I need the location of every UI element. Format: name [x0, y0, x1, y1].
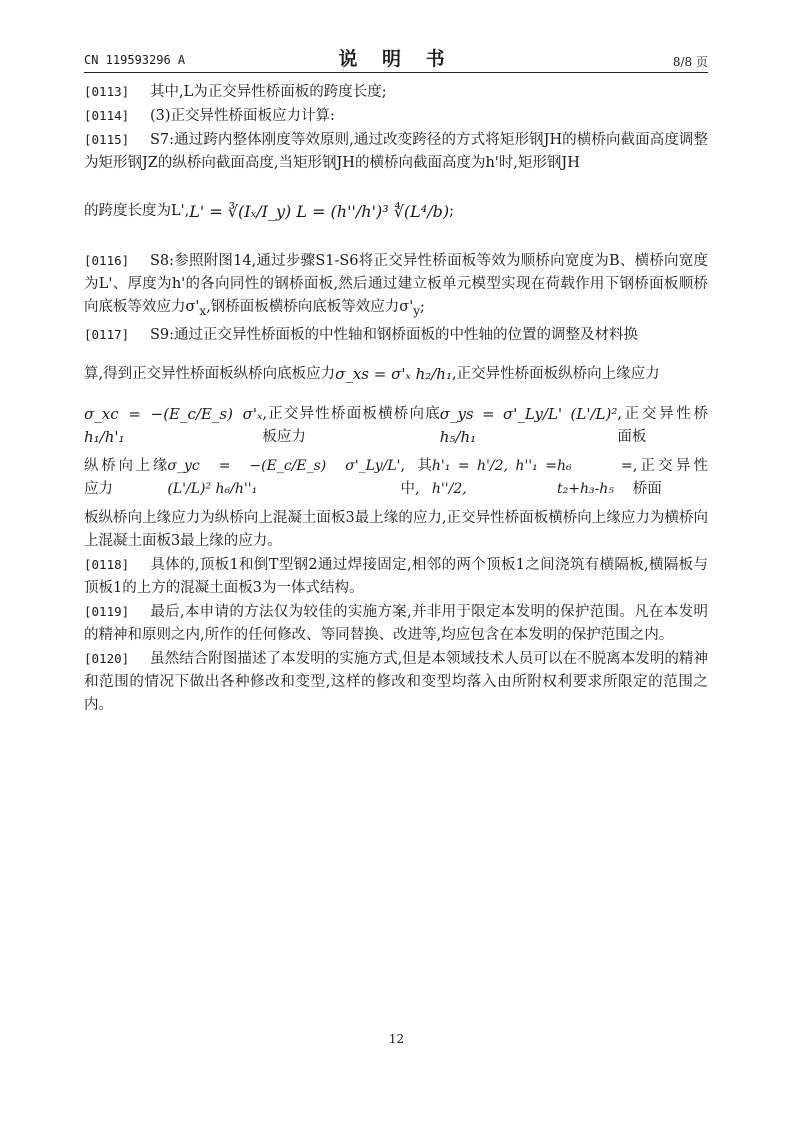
- paragraph-number: [0117]: [84, 326, 130, 342]
- paragraph-number: [0116]: [84, 253, 130, 268]
- paragraph-number: [0120]: [84, 650, 130, 666]
- paragraph-text: 具体的,顶板1和倒T型钢2通过焊接固定,相邻的两个顶板1之间浇筑有横隔板,横隔板与顶板1的上方的混凝土面板3为一体式结构。: [84, 556, 708, 596]
- formula-h6: h₆ = t₂+h₃-h₅: [556, 457, 633, 497]
- paragraph-text: ,正交异性桥面板横桥向底板应力: [262, 405, 440, 445]
- paragraph-text: ,钢桥面板横桥向底板等效应力σ': [206, 299, 414, 315]
- paragraph-0116: [84, 249, 708, 323]
- paragraph-text: (3)正交异性桥面板应力计算:: [150, 108, 335, 124]
- subscript-y: y: [413, 303, 421, 318]
- paragraph-0118: [84, 553, 708, 600]
- formula-span-length: L' = ∛(Iₓ/I_y) L = (h''/h')³ ∜(L⁴/b): [189, 201, 450, 221]
- paragraph-0119: [84, 600, 708, 647]
- paragraph-0120: [84, 647, 708, 717]
- page-header: [84, 44, 708, 73]
- paragraph-text: 板纵桥向上缘应力为纵桥向上混凝土面板3最上缘的应力,正交异性桥面板横桥向上缘应力为横桥向上混凝土面板3最上缘的应力。: [84, 509, 708, 549]
- document-body: [84, 80, 708, 717]
- formula-h1: h'₁ = h'/2, h''₁ = h''/2,: [431, 457, 557, 497]
- formula-sigma-ys: σ_ys = σ'_Ly/L' (L'/L)² h₅/h₁: [439, 404, 618, 446]
- paragraph-text: S9:通过正交异性桥面板的中性轴和钢桥面板的中性轴的位置的调整及材料换: [150, 326, 639, 343]
- paragraph-0113: [84, 80, 708, 104]
- document-title: 说 明 书: [338, 48, 454, 70]
- math-row-2: [84, 403, 708, 449]
- paragraph-number: [0115]: [84, 132, 130, 147]
- math-row-3: [84, 455, 708, 501]
- paragraph-text: ,其中,: [400, 457, 432, 497]
- paragraph-text: S7:通过跨内整体刚度等效原则,通过改变跨径的方式将矩形钢JH的横桥向截面高度调整为矩形钢JZ的纵桥向截面高度,当矩形钢JH的横桥向截面高度为h'时,矩形钢JH: [84, 132, 708, 171]
- paragraph-0117: [84, 323, 708, 553]
- subscript-x: x: [199, 303, 207, 318]
- paragraph-number: [0118]: [84, 556, 130, 572]
- paragraph-text-cont: 的跨度长度为L',: [84, 202, 190, 219]
- formula-row-span: 的跨度长度为L', L' = ∛(Iₓ/I_y) L = (h''/h')³ ∜(L⁴/b) ;: [84, 201, 454, 221]
- paragraph-number: [0119]: [84, 603, 130, 619]
- paragraph-text: 虽然结合附图描述了本发明的实施方式,但是本领域技术人员可以在不脱离本发明的精神和范围的情况下做出各种修改和变型,这样的修改和变型均落入由所附权利要求所限定的范围之内。: [84, 650, 708, 713]
- formula-sigma-yc: σ_yc = −(E_c/E_s) σ'_Ly/L' (L'/L)² h₆/h''₁: [167, 457, 401, 497]
- formula-sigma-xc: σ_xc = −(E_c/E_s) σ'ₓ h₁/h'₁: [84, 404, 263, 446]
- paragraph-text: 最后,本申请的方法仅为较佳的实施方案,并非用于限定本发明的保护范围。凡在本发明的精神和原则之内,所作的任何修改、等同替换、改进等,均应包含在本发明的保护范围之内。: [84, 603, 708, 643]
- paragraph-number: [0114]: [84, 108, 130, 123]
- paragraph-text: 算,得到正交异性桥面板纵桥向底板应力: [84, 366, 336, 383]
- page-number: 12: [388, 1032, 405, 1046]
- paragraph-0114: [84, 104, 708, 128]
- paragraph-text: 纵桥向上缘应力: [84, 457, 168, 497]
- paragraph-text: ,正交异性桥面: [632, 457, 708, 497]
- paragraph-text: 其中,L为正交异性桥面板的跨度长度;: [150, 84, 387, 100]
- page-indicator: 8/8 页: [672, 55, 708, 69]
- patent-number: CN 119593296 A: [84, 53, 186, 67]
- paragraph-0115: [84, 128, 708, 243]
- paragraph-text: S8:参照附图14,通过步骤S1-S6将正交异性桥面板等效为顺桥向宽度为B、横桥向宽度为L'、厚度为h'的各向同性的钢桥面板,然后通过建立板单元模型实现在荷载作用下钢桥面板顺桥向底板等效应力σ': [84, 253, 708, 315]
- paragraph-text: ;: [420, 299, 425, 315]
- formula-sigma-xs: σ_xs = σ'ₓ h₂/h₁: [335, 365, 452, 384]
- paragraph-number: [0113]: [84, 84, 130, 99]
- math-row-1: [84, 353, 708, 397]
- paragraph-text: ,正交异性桥面板: [617, 405, 708, 445]
- paragraph-text: ,正交异性桥面板纵桥向上缘应力: [451, 366, 660, 383]
